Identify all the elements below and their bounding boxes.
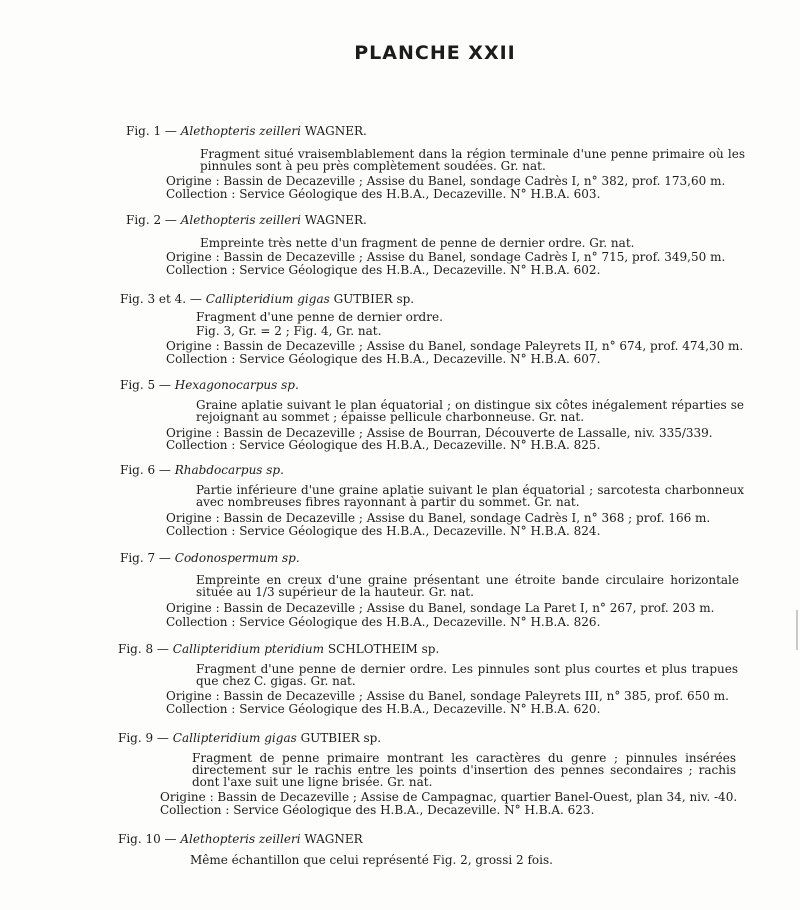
figure-6-species: Rhabdocarpus sp. — [174, 463, 284, 477]
figure-7-origin: Origine : Bassin de Decazeville ; Assise du Banel, sondage La Paret I, n° 267, prof. 203 m. — [166, 601, 715, 615]
figure-5-heading — [120, 378, 299, 392]
figure-7-collection: Collection : Service Géologique des H.B.A., Decazeville. N° H.B.A. 826. — [166, 615, 601, 629]
figure-8-species: Callipteridium pteridium — [172, 642, 325, 656]
page-title: PLANCHE XXII — [354, 42, 516, 64]
figure-7-species: Codonospermum sp. — [174, 551, 300, 565]
figure-6-origin: Origine : Bassin de Decazeville ; Assise du Banel, sondage Cadrès I, n° 368 ; prof. 166 m. — [166, 511, 711, 525]
figure-2-heading — [126, 213, 367, 227]
figure-2-label: Fig. 2 — — [126, 213, 177, 227]
figure-3-4-species: Callipteridium gigas — [205, 292, 330, 306]
figure-8-description: Fragment d'une penne de dernier ordre. Les pinnules sont plus courtes et plus trapues que chez C. gigas. Gr. nat. — [196, 662, 738, 688]
figure-1-description: Fragment situé vraisemblablement dans la région terminale d'une penne primaire où les pinnules sont à peu près complètement soudées. Gr. nat. — [200, 147, 745, 173]
figure-9-description: Fragment de penne primaire montrant les caractères du genre ; pinnules insérées directement sur le rachis entre les points d'insertion des pennes secondaires ; rachis dont l'axe suit une ligne brisée. Gr. nat. — [192, 751, 736, 789]
figure-9-author: GUTBIER sp. — [300, 731, 382, 745]
figure-5-species: Hexagonocarpus sp. — [174, 378, 299, 392]
figure-10-author: WAGNER — [304, 832, 363, 846]
figure-9-species: Callipteridium gigas — [172, 731, 297, 745]
figure-6-collection: Collection : Service Géologique des H.B.A., Decazeville. N° H.B.A. 824. — [166, 524, 601, 538]
figure-8-collection: Collection : Service Géologique des H.B.A., Decazeville. N° H.B.A. 620. — [166, 702, 601, 716]
figure-3-4-heading — [120, 292, 414, 306]
figure-6-label: Fig. 6 — — [120, 463, 171, 477]
figure-2-collection: Collection : Service Géologique des H.B.A., Decazeville. N° H.B.A. 602. — [166, 263, 601, 277]
figure-10-heading — [118, 832, 363, 846]
figure-5-description: Graine aplatie suivant le plan équatorial ; on distingue six côtes inégalement réparties se rejoignant au sommet ; épaisse pellicule charbonneuse. Gr. nat. — [196, 398, 744, 424]
figure-8-heading — [118, 642, 439, 656]
figure-1-collection: Collection : Service Géologique des H.B.A., Decazeville. N° H.B.A. 603. — [166, 187, 601, 201]
figure-9-label: Fig. 9 — — [118, 731, 169, 745]
figure-1-author: WAGNER. — [304, 124, 367, 138]
figure-7-label: Fig. 7 — — [120, 551, 171, 565]
figure-9-collection: Collection : Service Géologique des H.B.A., Decazeville. N° H.B.A. 623. — [160, 803, 595, 817]
figure-10-description: Même échantillon que celui représenté Fig. 2, grossi 2 fois. — [190, 853, 553, 867]
figure-10-species: Alethopteris zeilleri — [180, 832, 301, 846]
figure-2-species: Alethopteris zeilleri — [180, 213, 301, 227]
figure-3-4-author: GUTBIER sp. — [333, 292, 415, 306]
figure-9-origin: Origine : Bassin de Decazeville ; Assise de Campagnac, quartier Banel-Ouest, plan 34, niv. -40. — [160, 790, 738, 804]
figure-3-4-label: Fig. 3 et 4. — — [120, 292, 202, 306]
figure-6-description: Partie inférieure d'une graine aplatie suivant le plan équatorial ; sarcotesta charbonneux avec nombreuses fibres rayonnant à partir du sommet. Gr. nat. — [196, 483, 744, 509]
figure-7-description: Empreinte en creux d'une graine présentant une étroite bande circulaire horizontale située au 1/3 supérieur de la hauteur. Gr. nat. — [196, 573, 739, 599]
figure-10-label: Fig. 10 — — [118, 832, 177, 846]
figure-5-origin: Origine : Bassin de Decazeville ; Assise de Bourran, Découverte de Lassalle, niv. 335/339. — [166, 426, 713, 440]
figure-6-heading — [120, 463, 284, 477]
figure-2-origin: Origine : Bassin de Decazeville ; Assise du Banel, sondage Cadrès I, n° 715, prof. 349,50 m. — [166, 250, 726, 264]
figure-3-4-origin: Origine : Bassin de Decazeville ; Assise du Banel, sondage Paleyrets II, n° 674, prof. 474,30 m. — [166, 339, 744, 353]
figure-3-4-collection: Collection : Service Géologique des H.B.A., Decazeville. N° H.B.A. 607. — [166, 352, 601, 366]
figure-7-heading — [120, 551, 300, 565]
figure-3-4-description: Fragment d'une penne de dernier ordre. — [196, 310, 443, 324]
figure-1-origin: Origine : Bassin de Decazeville ; Assise du Banel, sondage Cadrès I, n° 382, prof. 173,60 m. — [166, 174, 726, 188]
figure-1-species: Alethopteris zeilleri — [180, 124, 301, 138]
figure-1-label: Fig. 1 — — [126, 124, 177, 138]
figure-8-origin: Origine : Bassin de Decazeville ; Assise du Banel, sondage Paleyrets III, n° 385, prof. 650 m. — [166, 689, 729, 703]
scan-edge-mark — [796, 610, 798, 650]
figure-2-author: WAGNER. — [304, 213, 367, 227]
figure-5-label: Fig. 5 — — [120, 378, 171, 392]
figure-2-description: Empreinte très nette d'un fragment de penne de dernier ordre. Gr. nat. — [200, 236, 635, 250]
figure-3-4-description-2: Fig. 3, Gr. = 2 ; Fig. 4, Gr. nat. — [196, 324, 382, 338]
figure-8-label: Fig. 8 — — [118, 642, 169, 656]
figure-5-collection: Collection : Service Géologique des H.B.A., Decazeville. N° H.B.A. 825. — [166, 438, 601, 452]
figure-1-heading — [126, 124, 367, 138]
figure-8-author: SCHLOTHEIM sp. — [327, 642, 440, 656]
figure-9-heading — [118, 731, 381, 745]
